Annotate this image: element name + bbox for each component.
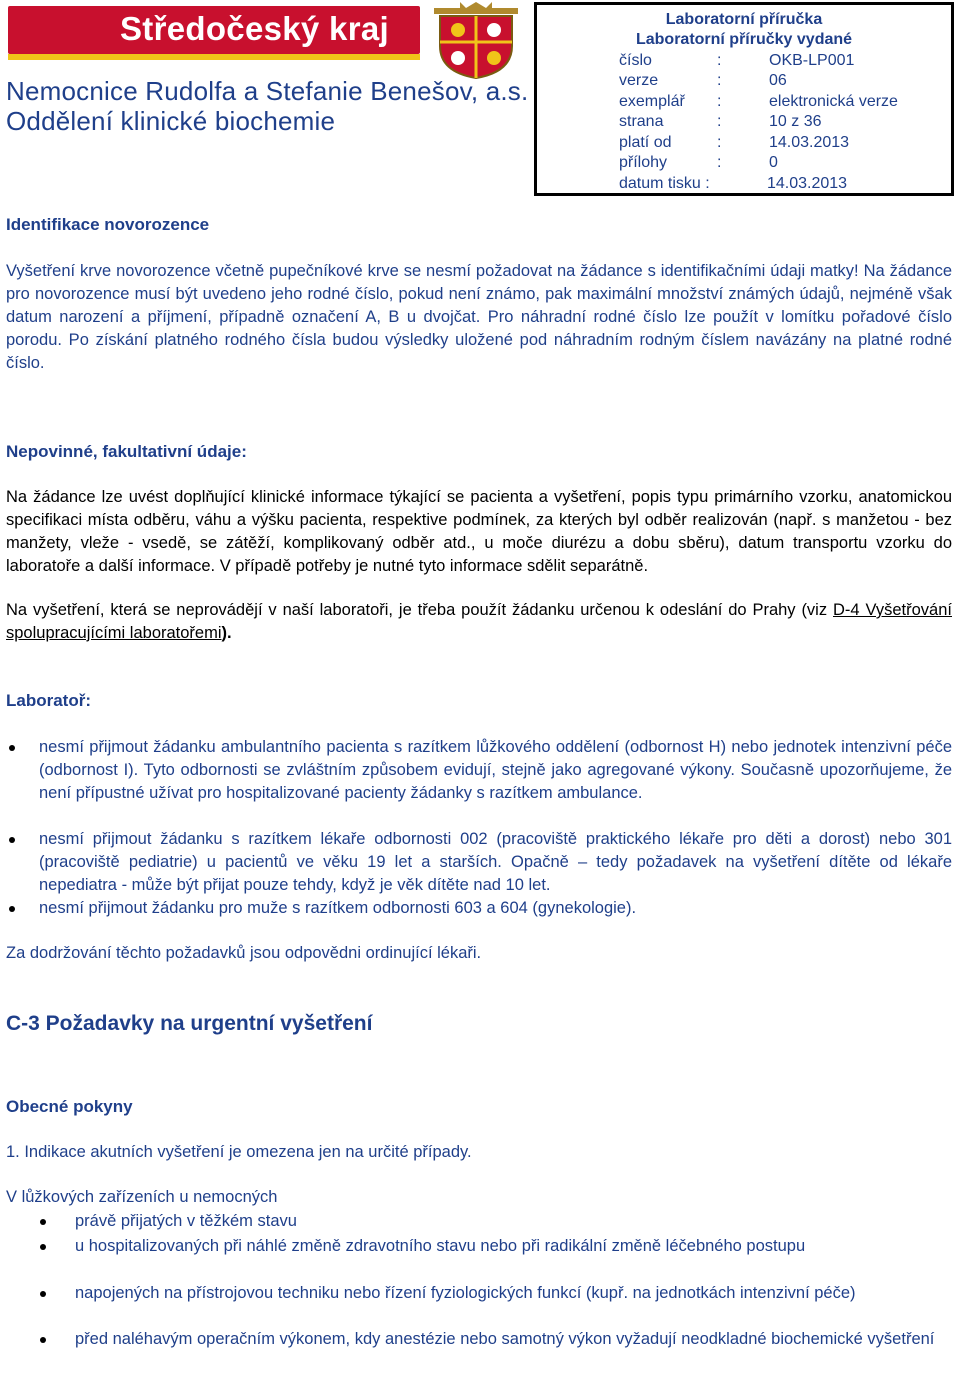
paragraph-identifikace: Vyšetření krve novorozence včetně pupečníkové krve se nesmí požadovat na žádance s identifikačními údaji matky! Na žádance pro novorozence musí být uvedeno jeho rodné číslo, pokud není známo, pak maximální množství známých údajů, nejméně však datum narození a příjmení, případně označení A, B u dvojčat. Pro náhradní rodné číslo lze použít v lomítku pořadové číslo porodu. Po získání platného rodného čísla budou výsledky uložené pod náhradním rodným číslem navázány na platné rodné číslo. — [6, 262, 952, 372]
department-name: Oddělení klinické biochemie — [6, 106, 336, 136]
bullet-icon — [40, 1337, 46, 1343]
info-value: 10 z 36 — [769, 113, 822, 130]
list-item-text: u hospitalizovaných při náhlé změně zdravotního stavu nebo při radikální změně léčebného postupu — [75, 1237, 806, 1255]
info-value: 14.03.2013 — [767, 175, 848, 192]
list-item-text: napojených na přístrojovou techniku nebo řízení fyziologických funkcí (kupř. na jednotkách intenzivní péče) — [75, 1284, 856, 1302]
bullet-icon — [9, 906, 15, 912]
info-sep: : — [717, 52, 722, 69]
info-value: 0 — [769, 154, 778, 171]
section-heading-nepovinne: Nepovinné, fakultativní údaje: — [6, 442, 247, 461]
paragraph-text: Na vyšetření, která se neprovádějí v naší laboratoři, je třeba použít žádanku určenou k odeslání do Prahy (viz — [6, 601, 833, 619]
info-sep: : — [717, 154, 722, 171]
paragraph-nepovinne-2 — [6, 599, 952, 645]
bullet-icon — [9, 745, 15, 751]
paragraph-nepovinne-1: Na žádance lze uvést doplňující klinické informace týkající se pacienta a vyšetření, popis typu primárního vzorku, anatomickou specifikaci místa odběru, váhu a výšku pacienta, respektive podmínek, za kterých byl odběr realizován (např. s manžetou - bez manžety, vleže - vsedě, se zátěží, komplikovaný odběr atd., u moče diurézu a dobu sběru), datum transportu vzorku do laboratoře a další informace. V případě potřeby je nutné tyto informace sdělit separátně. — [6, 488, 952, 575]
info-key: přílohy — [619, 154, 668, 171]
info-sep: : — [717, 72, 722, 89]
info-sep: : — [717, 93, 722, 110]
paragraph-obecne-1: 1. Indikace akutních vyšetření je omezena jen na určité případy. — [6, 1143, 472, 1161]
document-info-box — [534, 2, 954, 196]
coat-of-arms-icon — [430, 2, 522, 80]
list-item-text: nesmí přijmout žádanku ambulantního pacienta s razítkem lůžkového oddělení (odbornost H) nebo jednotek intenzivní péče (odbornost I). Tyto odbornosti se zvláštním způsobem evidují, stejně jako agregované výkony. Současně upozorňujeme, že není přípustné užívat pro hospitalizované pacienty žádanky s razítkem ambulance. — [39, 738, 952, 802]
info-key: platí od — [619, 134, 672, 151]
info-sep: : — [717, 134, 722, 151]
info-key: datum tisku : — [619, 175, 710, 192]
bullet-icon — [40, 1291, 46, 1297]
info-key: verze — [619, 72, 659, 89]
section-heading-laborator: Laboratoř: — [6, 691, 91, 710]
paragraph-zodpovednost: Za dodržování těchto požadavků jsou odpovědni ordinující lékaři. — [6, 944, 482, 962]
link-d4-spolupracujici-laboratore[interactable]: D-4 Vyšetřování spolupracujícími laboratořemi — [6, 601, 952, 642]
info-value: OKB-LP001 — [769, 52, 855, 69]
paragraph-text: ). — [221, 624, 232, 642]
heading-c3: C-3 Požadavky na urgentní vyšetření — [6, 1012, 373, 1035]
bullet-icon — [9, 837, 15, 843]
region-logo-stripe — [8, 54, 420, 60]
bullet-icon — [40, 1244, 46, 1250]
bullet-icon — [40, 1219, 46, 1225]
info-subtitle: Laboratorní příručky vydané — [635, 31, 853, 48]
info-value: 06 — [769, 72, 787, 89]
info-title: Laboratorní příručka — [665, 11, 823, 28]
list-item-text: před naléhavým operačním výkonem, kdy anestézie nebo samotný výkon vyžadují neodkladné biochemické vyšetření — [75, 1330, 935, 1348]
section-heading-obecne: Obecné pokyny — [6, 1097, 133, 1116]
hospital-name: Nemocnice Rudolfa a Stefanie Benešov, a.s. — [6, 76, 529, 106]
list-item-text: právě přijatých v těžkém stavu — [75, 1212, 297, 1230]
info-sep: : — [717, 113, 722, 130]
region-logo — [8, 6, 420, 54]
info-key: exemplář — [619, 93, 685, 110]
list-item-text: nesmí přijmout žádanku s razítkem lékaře odbornosti 002 (pracoviště praktického lékaře pro děti a dorost) nebo 301 (pracoviště pediatrie) u pacientů ve věku 19 let a starších. Opačně – tedy požadavek na vyšetření dítěte od lékaře nepediatra - může být přijat pouze tehdy, když je věk dítěte nad 10 let. — [39, 830, 952, 894]
info-key: číslo — [619, 52, 652, 69]
list-item-text: nesmí přijmout žádanku pro muže s razítkem odbornosti 603 a 604 (gynekologie). — [39, 899, 637, 917]
region-logo-text: Středočeský kraj — [120, 10, 389, 47]
info-value: 14.03.2013 — [769, 134, 850, 151]
info-key: strana — [619, 113, 664, 130]
paragraph-luzka-intro: V lůžkových zařízeních u nemocných — [6, 1188, 278, 1206]
info-value: elektronická verze — [769, 93, 898, 110]
section-heading-identifikace: Identifikace novorozence — [6, 215, 210, 234]
